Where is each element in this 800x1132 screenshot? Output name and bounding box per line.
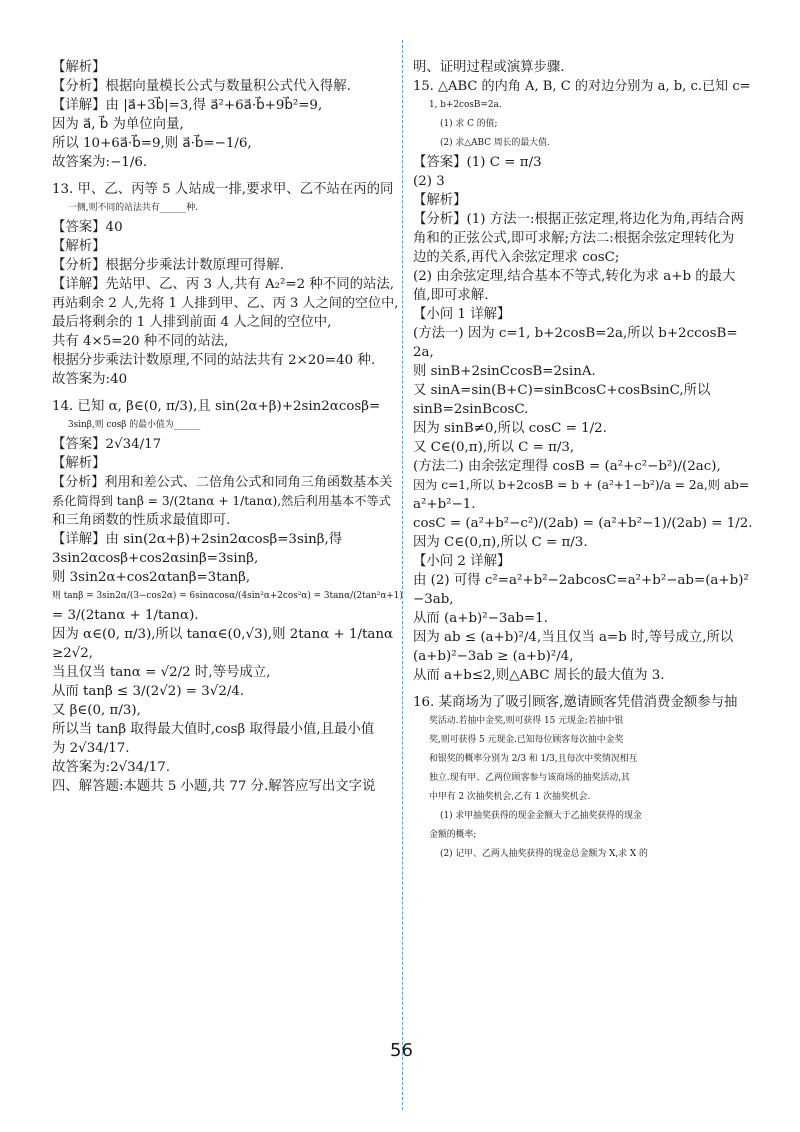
right-column-line: 中甲有 2 次抽奖机会,乙有 1 次抽奖机会. [429,792,591,802]
left-column-line: 再站剩余 2 人,先将 1 人排到甲、乙、丙 3 人之间的空位中, [52,296,399,311]
right-column-line: 从而 (a+b)²−3ab=1. [413,611,548,626]
right-column-line: 奖,则可获得 5 元现金.已知每位顾客每次抽中金奖 [429,735,624,745]
right-column-line: (1) 求甲抽奖获得的现金金额大于乙抽奖获得的现金 [440,811,642,821]
left-column-line: 【分析】利用和差公式、二倍角公式和同角三角函数基本关 [52,475,393,490]
left-column-line: 所以当 tanβ 取得最大值时,cosβ 取得最小值,且最小值 [52,722,375,737]
right-column [413,58,753,864]
left-column-line: 根据分步乘法计数原理,不同的站法共有 2×20=40 种. [52,353,376,368]
column-divider [402,40,403,1110]
left-column-line: 因为 α∈(0, π/3),所以 tanα∈(0,√3),则 2tanα + 1/tanα [52,627,394,642]
left-column-line: 故答案为:−1/6. [52,155,148,170]
right-column-line: 和银奖的概率分别为 2/3 和 1/3,且每次中奖情况相互 [429,754,638,764]
right-column-line: −3ab, [413,592,454,607]
right-column-line: 又 C∈(0,π),所以 C = π/3, [413,440,575,455]
right-column-line: 1, b+2cosB=2a. [429,100,502,110]
left-column-line: 共有 4×5=20 种不同的站法, [52,334,229,349]
left-column-line: 系化简得到 tanβ = 3/(2tanα + 1/tanα),然后利用基本不等式 [52,494,391,508]
left-column-line: 一侧,则不同的站法共有______种. [68,203,198,213]
right-column-line: 独立.现有甲、乙两位顾客参与该商场的抽奖活动,其 [429,773,630,783]
right-column-line: cosC = (a²+b²−c²)/(2ab) = (a²+b²−1)/(2ab) = 1/2. [413,516,753,531]
right-column-line: 【答案】(1) C = π/3 [413,155,542,170]
left-column-line: 【解析】 [52,239,106,254]
right-column-line: 奖活动.若抽中金奖,则可获得 15 元现金;若抽中银 [429,716,624,726]
right-column-line: (a+b)²−3ab ≥ (a+b)²/4, [413,649,574,664]
left-column-line: 【详解】由 |a⃗+3b⃗|=3,得 a⃗²+6a⃗·b⃗+9b⃗²=9, [52,98,323,113]
page-number: 56 [390,1040,413,1061]
right-column-line: 金额的概率; [429,830,477,840]
right-column-line: 因为 c=1,所以 b+2cosB = b + (a²+1−b²)/a = 2a,则 ab= [413,478,750,492]
right-column-line: 因为 C∈(0,π),所以 C = π/3. [413,535,588,550]
left-column-line [52,389,397,397]
right-column-line: 又 sinA=sin(B+C)=sinBcosC+cosBsinC,所以 [413,383,711,398]
left-column-line: 14. 已知 α, β∈(0, π/3),且 sin(2α+β)+2sin2αcosβ= [52,399,381,414]
left-column-line: 则 3sin2α+cos2αtanβ=3tanβ, [52,570,251,585]
right-column-line: (方法二) 由余弦定理得 cosB = (a²+c²−b²)/(2ac), [413,459,721,474]
left-column-line: 故答案为:40 [52,372,128,387]
right-column-line: 值,即可求解. [413,288,489,303]
left-column-line: ≥2√2, [52,646,94,661]
left-column [52,58,403,796]
right-column-line: 由 (2) 可得 c²=a²+b²−2abcosC=a²+b²−ab=(a+b)² [413,573,749,588]
right-column-line: 16. 某商场为了吸引顾客,邀请顾客凭借消费金额参与抽 [413,695,738,710]
right-column-line: 【小问 1 详解】 [413,307,511,322]
left-column-line: 【答案】40 [52,220,123,235]
left-column-line: 故答案为:2√34/17. [52,760,170,775]
left-column-line: 四、解答题:本题共 5 小题,共 77 分.解答应写出文字说 [52,779,376,794]
right-column-line: 因为 ab ≤ (a+b)²/4,当且仅当 a=b 时,等号成立,所以 [413,630,734,645]
left-column-line: 因为 a⃗, b⃗ 为单位向量, [52,117,184,132]
left-column-line: 【详解】由 sin(2α+β)+2sin2αcosβ=3sinβ,得 [52,532,343,547]
right-column-line: (2) 3 [413,174,445,189]
right-column-line: a²+b²−1. [413,497,476,512]
right-column-line: 因为 sinB≠0,所以 cosC = 1/2. [413,421,607,436]
left-column-line: 3sinβ,则 cosβ 的最小值为______ [68,420,201,430]
left-column-line: 最后将剩余的 1 人排到前面 4 人之间的空位中, [52,315,332,330]
right-column-line: (2) 求△ABC 周长的最大值. [440,138,550,148]
left-column-line: 又 β∈(0, π/3), [52,703,141,718]
right-column-line: (1) 求 C 的值; [440,119,498,129]
left-column-line: 【分析】根据向量模长公式与数量积公式代入得解. [52,79,351,94]
left-column-line: 当且仅当 tanα = √2/2 时,等号成立, [52,665,271,680]
right-column-line: 明、证明过程或演算步骤. [413,60,565,75]
right-column-line: sinB=2sinBcosC. [413,402,529,417]
left-column-line: 从而 tanβ ≤ 3/(2√2) = 3√2/4. [52,684,245,699]
right-column-line: (2) 记甲、乙两人抽奖获得的现金总金额为 X,求 X 的 [440,849,648,859]
right-column-line: 15. △ABC 的内角 A, B, C 的对边分别为 a, b, c.已知 c= [413,79,751,94]
right-column-line: 则 sinB+2sinCcosB=2sinA. [413,364,596,379]
right-column-line: 【分析】(1) 方法一:根据正弦定理,将边化为角,再结合两 [413,212,744,227]
right-column-line: 2a, [413,345,434,360]
left-column-line: 【解析】 [52,456,106,471]
right-column-line: 【解析】 [413,193,467,208]
left-column-line: 3sin2αcosβ+cos2αsinβ=3sinβ, [52,551,259,566]
left-column-line [52,172,397,180]
left-column-line: 13. 甲、乙、丙等 5 人站成一排,要求甲、乙不站在丙的同 [52,182,394,197]
left-column-line: 所以 10+6a⃗·b⃗=9,则 a⃗·b⃗=−1/6, [52,136,252,151]
left-column-line: 【分析】根据分步乘法计数原理可得解. [52,258,284,273]
right-column-line: 边的关系,再代入余弦定理求 cosC; [413,250,620,265]
left-column-line: 为 2√34/17. [52,741,130,756]
left-column-line: 【答案】2√34/17 [52,437,162,452]
right-column-line: 从而 a+b≤2,则△ABC 周长的最大值为 3. [413,668,665,683]
right-column-line: (方法一) 因为 c=1, b+2cosB=2a,所以 b+2ccosB= [413,326,738,341]
left-column-line: 【详解】先站甲、乙、丙 3 人,共有 A₂²=2 种不同的站法, [52,277,395,292]
left-column-line: 和三角函数的性质求最值即可. [52,513,231,528]
right-column-line: 角和的正弦公式,即可求解;方法二:根据余弦定理转化为 [413,231,735,246]
right-column-line: 【小问 2 详解】 [413,554,511,569]
left-column-line: 则 tanβ = 3sin2α/(3−cos2α) = 6sinαcosα/(4sin²α+2cos²α) = 3tanα/(2tan²α+1) [52,591,403,601]
left-column-line: = 3/(2tanα + 1/tanα). [52,608,199,623]
right-column-line [413,685,753,693]
right-column-line: (2) 由余弦定理,结合基本不等式,转化为求 a+b 的最大 [413,269,736,284]
left-column-line: 【解析】 [52,60,106,75]
